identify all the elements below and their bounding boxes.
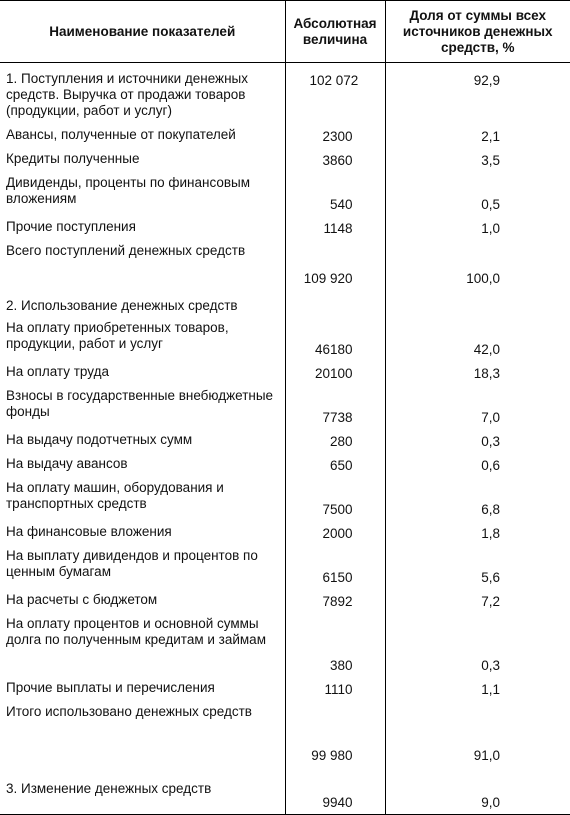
table-row (0, 63, 570, 124)
row-abs-value: 99 980 (311, 747, 353, 763)
row-abs-value: 540 (329, 196, 353, 212)
row-name-cell: 1. Поступления и источники денежных средств. Выручка от продажи товаров (продукции, работ и услуг) (6, 71, 248, 118)
row-abs-value: 280 (329, 433, 353, 449)
row-pct-cell (385, 240, 570, 290)
row-pct-value: 0,5 (481, 196, 500, 212)
row-pct-cell (385, 453, 570, 477)
row-abs-value: 1110 (324, 681, 353, 697)
table-row (0, 240, 570, 290)
row-abs-cell (285, 385, 385, 429)
row-name-cell: На оплату труда (6, 363, 109, 379)
row-name-cell: На оплату машин, оборудования и транспортных средств (6, 479, 224, 511)
row-abs-value: 46180 (314, 341, 353, 357)
row-abs-value: 7738 (322, 409, 353, 425)
row-abs-cell (285, 172, 385, 216)
row-abs-value: 109 920 (303, 270, 353, 286)
row-abs-value: 7892 (322, 593, 353, 609)
row-pct-value: 42,0 (473, 341, 500, 357)
row-pct-value: 5,6 (481, 569, 500, 585)
row-name-cell: Дивиденды, проценты по финансовым вложениям (6, 174, 251, 206)
row-abs-value: 9940 (322, 795, 353, 810)
row-pct-value: 100,0 (466, 270, 500, 286)
header-abs: Абсолютная величина (285, 1, 385, 63)
row-pct-value: 0,6 (481, 457, 500, 473)
row-pct-cell (385, 361, 570, 385)
table-row (0, 613, 570, 677)
table-row (0, 677, 570, 701)
row-name-cell: На выплату дивидендов и процентов по ценным бумагам (6, 547, 258, 579)
table-row (0, 385, 570, 429)
row-abs-cell (285, 767, 385, 815)
row-name-cell: На выдачу авансов (6, 455, 128, 471)
row-pct-value: 91,0 (473, 747, 500, 763)
row-abs-value: 650 (329, 457, 353, 473)
header-name: Наименование показателей (0, 1, 285, 63)
table-header-row (0, 1, 570, 63)
row-pct-cell (385, 477, 570, 521)
row-abs-cell (285, 701, 385, 767)
row-pct-cell (385, 677, 570, 701)
row-abs-value: 1148 (323, 220, 353, 236)
row-abs-cell (285, 429, 385, 453)
row-abs-cell (285, 317, 385, 361)
row-pct-value: 7,0 (481, 409, 500, 425)
table-row (0, 477, 570, 521)
row-pct-value: 0,3 (481, 433, 500, 449)
row-abs-cell (285, 216, 385, 240)
row-abs-value: 2000 (322, 525, 353, 541)
table-row (0, 429, 570, 453)
row-abs-value: 3860 (322, 152, 353, 168)
row-name-cell: Кредиты полученные (6, 150, 140, 166)
table-row (0, 290, 570, 317)
row-name-cell: Взносы в государственные внебюджетные фонды (6, 387, 274, 419)
row-abs-value: 102 072 (309, 73, 359, 88)
row-name-cell: 2. Использование денежных средств (6, 297, 238, 313)
table-row (0, 521, 570, 545)
row-abs-cell (285, 677, 385, 701)
table-row (0, 148, 570, 172)
row-pct-cell (385, 767, 570, 815)
row-pct-value: 92,9 (473, 73, 500, 88)
row-pct-cell (385, 148, 570, 172)
row-pct-value: 3,5 (481, 152, 500, 168)
row-abs-value: 380 (329, 657, 353, 673)
row-pct-value: 6,8 (481, 501, 500, 517)
row-pct-value: 1,1 (481, 681, 500, 697)
row-pct-cell (385, 429, 570, 453)
row-name-cell: На оплату процентов и основной суммы долга по полученным кредитам и займам (6, 615, 266, 647)
row-name-cell: Прочие выплаты и перечисления (6, 679, 215, 695)
table-row (0, 589, 570, 613)
row-pct-cell (385, 701, 570, 767)
table-row (0, 545, 570, 589)
table-row (0, 317, 570, 361)
row-name-cell: На финансовые вложения (6, 523, 172, 539)
row-abs-cell (285, 361, 385, 385)
row-abs-cell (285, 240, 385, 290)
table-row (0, 124, 570, 148)
row-pct-cell (385, 216, 570, 240)
table-row (0, 453, 570, 477)
table-row (0, 701, 570, 767)
row-pct-cell (385, 172, 570, 216)
row-name-cell: Авансы, полученные от покупателей (6, 126, 236, 142)
row-pct-cell (385, 589, 570, 613)
row-name-cell: На оплату приобретенных товаров, продукции, работ и услуг (6, 319, 229, 351)
row-pct-cell (385, 545, 570, 589)
row-abs-value: 2300 (322, 128, 353, 144)
table-row (0, 172, 570, 216)
row-name-cell: На расчеты с бюджетом (6, 591, 158, 607)
header-pct: Доля от суммы всех источников денежных средств, % (385, 1, 570, 63)
row-pct-cell (385, 385, 570, 429)
row-name-cell: На выдачу подотчетных сумм (6, 431, 193, 447)
row-abs-cell (285, 477, 385, 521)
table-row (0, 767, 570, 815)
row-name-cell: Прочие поступления (6, 218, 136, 234)
row-abs-cell (285, 453, 385, 477)
row-abs-cell (285, 521, 385, 545)
row-abs-cell (285, 63, 385, 124)
row-pct-value: 1,8 (481, 525, 500, 541)
row-pct-value: 0,3 (481, 657, 500, 673)
row-pct-value: 7,2 (481, 593, 500, 609)
row-pct-cell (385, 521, 570, 545)
table-row (0, 361, 570, 385)
row-abs-cell (285, 148, 385, 172)
row-pct-value: 2,1 (481, 128, 500, 144)
row-pct-value: 18,3 (473, 365, 500, 381)
row-name-cell: Итого использовано денежных средств (6, 703, 252, 719)
row-abs-cell (285, 613, 385, 677)
row-pct-cell (385, 317, 570, 361)
row-pct-cell (385, 613, 570, 677)
row-abs-value: 6150 (322, 569, 353, 585)
row-abs-cell (285, 589, 385, 613)
table-body (0, 63, 570, 815)
row-name-cell: Всего поступлений денежных средств (6, 242, 246, 258)
row-abs-cell (285, 290, 385, 317)
table-row (0, 216, 570, 240)
row-pct-cell (385, 124, 570, 148)
row-pct-value: 1,0 (481, 220, 500, 236)
row-pct-value: 9,0 (481, 795, 500, 810)
row-abs-value: 20100 (314, 365, 353, 381)
row-abs-value: 7500 (322, 501, 353, 517)
row-abs-cell (285, 545, 385, 589)
row-pct-cell (385, 290, 570, 317)
row-pct-cell (385, 63, 570, 124)
row-name-cell: 3. Изменение денежных средств (0, 767, 285, 815)
row-abs-cell (285, 124, 385, 148)
